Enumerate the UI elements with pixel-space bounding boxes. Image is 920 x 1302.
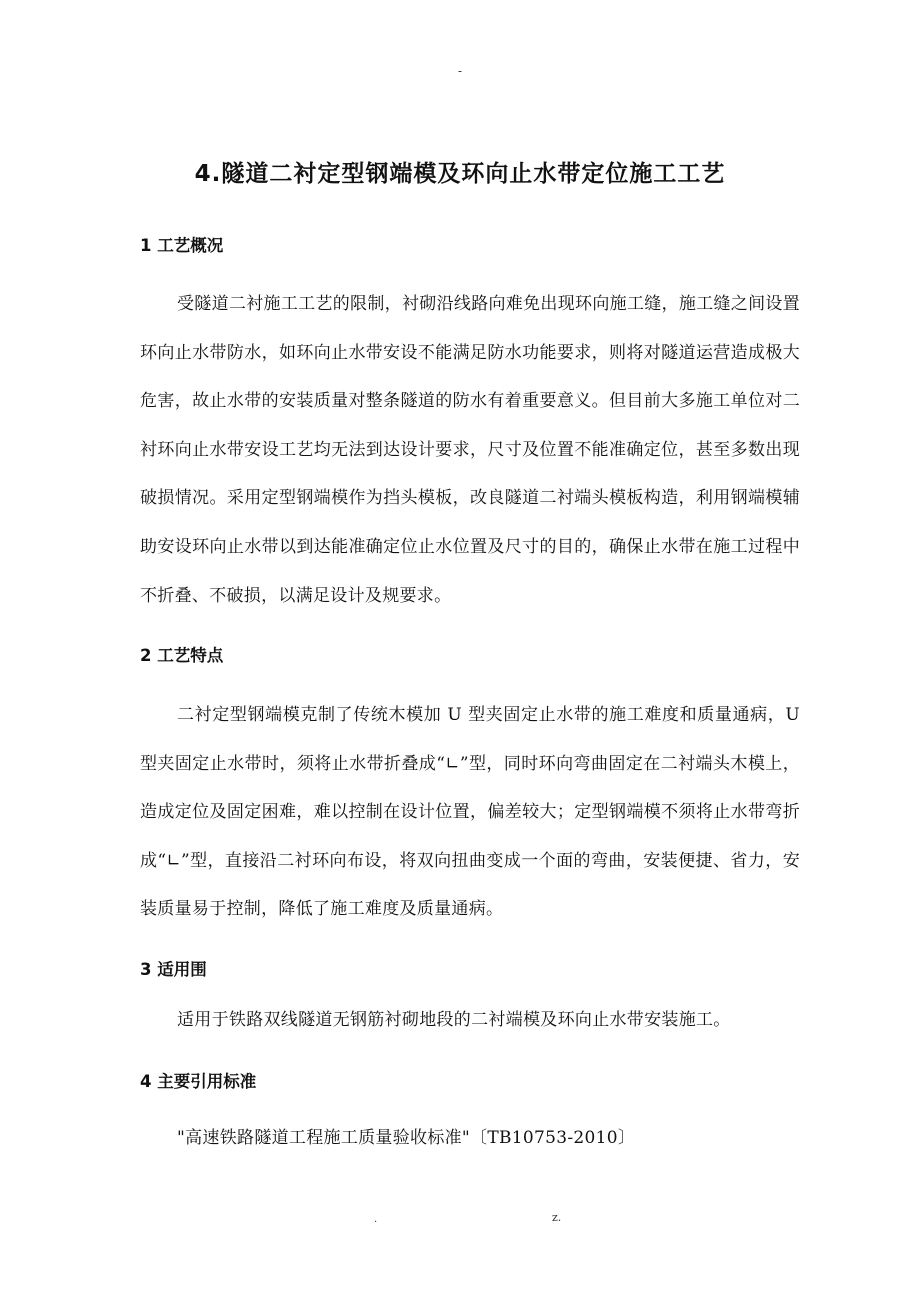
section-paragraph-scope: 适用于铁路双线隧道无钢筋衬砌地段的二衬端模及环向止水带安装施工。 — [177, 1010, 731, 1030]
document-title: 4.隧道二衬定型钢端模及环向止水带定位施工工艺 — [194, 161, 726, 187]
header-mark: - — [457, 64, 463, 78]
section-paragraph-features: 二衬定型钢端模克制了传统木模加 U 型夹固定止水带的施工难度和质量通病，U 型夹固定止水带时，须将止水带折叠成“∟”型，同时环向弯曲固定在二衬端头木模上，造成定位及固定困难，难以控制在设计位置，偏差较大；定型钢端模不须将止水带弯折成“∟”型，直接沿二衬环向布设，将双向扭曲变成一个面的弯曲，安装便捷、省力，安装质量易于控制，降低了施工难度及质量通病。 — [140, 705, 800, 920]
section-paragraph-standards: "高速铁路隧道工程施工质量验收标准"〔TB10753-2010〕 — [177, 1128, 636, 1148]
section-paragraph-overview: 受隧道二衬施工工艺的限制，衬砌沿线路向难免出现环向施工缝，施工缝之间设置环向止水带防水，如环向止水带安设不能满足防水功能要求，则将对隧道运营造成极大危害，故止水带的安装质量对整条隧道的防水有着重要意义。但目前大多施工单位对二衬环向止水带安设工艺均无法到达设计要求，尺寸及位置不能准确定位，甚至多数出现破损情况。采用定型钢端模作为挡头模板，改良隧道二衬端头模板构造，利用钢端模辅助安设环向止水带以到达能准确定位止水位置及尺寸的目的，确保止水带在施工过程中不折叠、不破损，以满足设计及规要求。 — [140, 294, 800, 606]
section-heading-features: 2 工艺特点 — [140, 646, 224, 665]
footer-left-mark: . — [374, 1214, 378, 1225]
footer-right-mark: z. — [552, 1211, 562, 1224]
section-heading-standards: 4 主要引用标准 — [140, 1072, 257, 1091]
section-heading-overview: 1 工艺概况 — [140, 236, 224, 255]
section-heading-scope: 3 适用围 — [140, 960, 207, 979]
